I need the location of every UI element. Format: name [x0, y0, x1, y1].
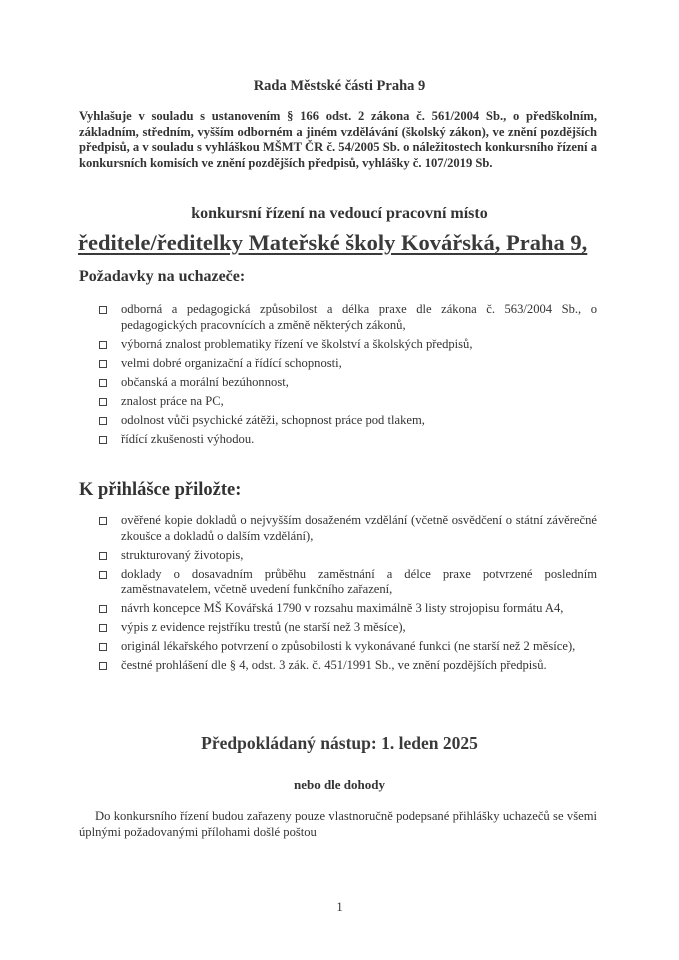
attachments-heading: K přihlášce přiložte: [79, 480, 242, 500]
list-item [99, 413, 597, 429]
council-title: Rada Městské části Praha 9 [253, 78, 426, 94]
contest-line: konkursní řízení na vedoucí pracovní místo [191, 205, 488, 222]
list-item [99, 620, 597, 636]
list-item [99, 548, 597, 564]
square-bullet-icon [99, 517, 107, 525]
start-alternative: nebo dle dohody [293, 777, 386, 792]
square-bullet-icon [99, 643, 107, 651]
start-date-heading: Předpokládaný nástup: 1. leden 2025 [201, 733, 478, 753]
list-item-text: odborná a pedagogická způsobilost a délka praxe dle zákona č. 563/2004 Sb., o pedagogických pracovnících a změně některých zákonů, [121, 302, 597, 332]
square-bullet-icon [99, 571, 107, 579]
list-item-text: doklady o dosavadním průběhu zaměstnání a délce praxe potvrzené posledním zaměstnavatelem, včetně uvedení funkčního zařazení, [121, 566, 597, 597]
page-number: 1 [336, 900, 343, 914]
list-item-text: znalost práce na PC, [121, 393, 224, 408]
square-bullet-icon [99, 417, 107, 425]
list-item [99, 432, 597, 448]
list-item [99, 356, 597, 372]
square-bullet-icon [99, 662, 107, 670]
list-item-text: výborná znalost problematiky řízení ve školství a školských předpisů, [121, 336, 473, 351]
list-item [99, 337, 597, 353]
list-item-text: návrh koncepce MŠ Kovářská 1790 v rozsahu maximálně 3 listy strojopisu formátu A4, [121, 601, 564, 616]
requirements-list [99, 302, 597, 450]
list-item-text: odolnost vůči psychické zátěži, schopnost práce pod tlakem, [121, 412, 425, 427]
list-item [99, 394, 597, 410]
intro-paragraph: Vyhlašuje v souladu s ustanovením § 166 odst. 2 zákona č. 561/2004 Sb., o předškolním, základním, středním, vyšším odborném a jiném vzdělávání (školský zákon), ve znění pozdějších předpisů, a v souladu s vyhláškou MŠMT ČR č. 54/2005 Sb. o náležitostech konkursního řízení a konkursních komisích ve znění pozdějších předpisů, vyhlášky č. 107/2019 Sb. [79, 109, 597, 170]
square-bullet-icon [99, 306, 107, 314]
list-item [99, 639, 597, 655]
square-bullet-icon [99, 436, 107, 444]
list-item-text: výpis z evidence rejstříku trestů (ne starší než 3 měsíce), [121, 620, 406, 635]
list-item-text: řídící zkušenosti výhodou. [121, 431, 255, 446]
square-bullet-icon [99, 360, 107, 368]
list-item-text: originál lékařského potvrzení o způsobilosti k vykonávané funkci (ne starší než 2 měsíce), [121, 639, 576, 654]
list-item [99, 302, 597, 333]
square-bullet-icon [99, 605, 107, 613]
square-bullet-icon [99, 624, 107, 632]
list-item [99, 375, 597, 391]
list-item [99, 658, 597, 674]
list-item [99, 513, 597, 544]
closing-paragraph: Do konkursního řízení budou zařazeny pouze vlastnoručně podepsané přihlášky uchazečů se všemi úplnými požadovanými přílohami došlé poštou [79, 809, 597, 839]
list-item [99, 601, 597, 617]
requirements-heading: Požadavky na uchazeče: [79, 268, 246, 285]
square-bullet-icon [99, 552, 107, 560]
list-item-text: čestné prohlášení dle § 4, odst. 3 zák. č. 451/1991 Sb., ve znění pozdějších předpisů. [121, 658, 547, 673]
list-item [99, 567, 597, 598]
square-bullet-icon [99, 398, 107, 406]
list-item-text: občanská a morální bezúhonnost, [121, 374, 289, 389]
attachments-list [99, 513, 597, 677]
square-bullet-icon [99, 379, 107, 387]
list-item-text: strukturovaný životopis, [121, 547, 244, 562]
square-bullet-icon [99, 341, 107, 349]
list-item-text: velmi dobré organizační a řídící schopnosti, [121, 355, 342, 370]
position-title: ředitele/ředitelky Mateřské školy Kovářská, Praha 9, [78, 230, 588, 255]
list-item-text: ověřené kopie dokladů o nejvyšším dosaženém vzdělání (včetně osvědčení o státní závěrečné zkoušce a dokladů o dalším vzdělání), [121, 513, 597, 543]
